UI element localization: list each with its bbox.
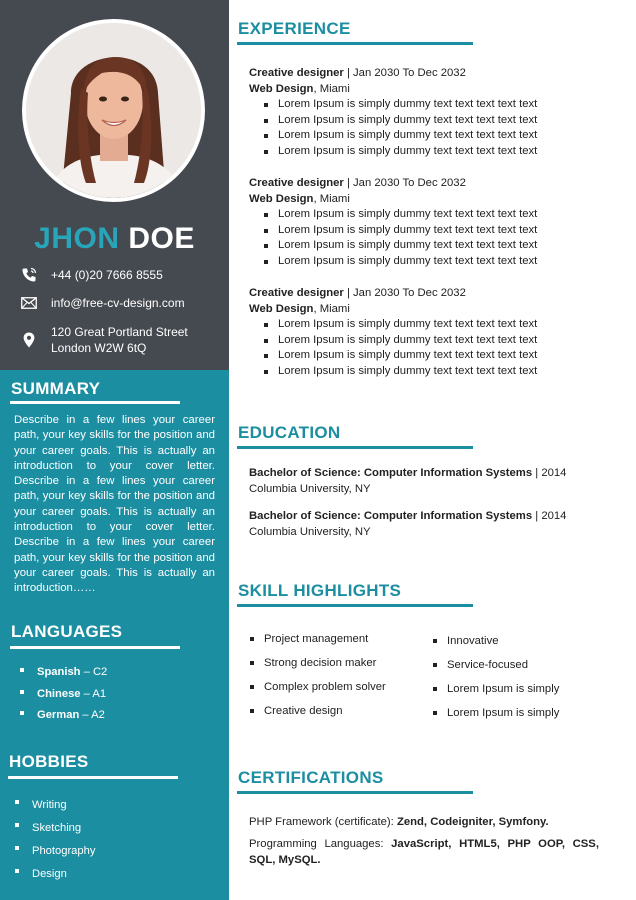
certification-value: JavaScript, HTML5, PHP OOP, CSS, SQL, MySQL. — [249, 838, 599, 866]
list-item: Lorem Ipsum is simply — [432, 701, 559, 725]
education-rule — [237, 446, 473, 449]
school: Columbia University, NY — [249, 483, 371, 495]
first-name: JHON — [34, 222, 120, 255]
list-item: Lorem Ipsum is simply dummy text text text text text — [249, 317, 537, 333]
list-item: Photography — [12, 840, 95, 863]
language-name: German — [37, 709, 80, 721]
list-item: Sketching — [12, 817, 95, 840]
phone-icon — [19, 267, 39, 283]
list-item: Project management — [249, 627, 386, 651]
hobbies-heading: HOBBIES — [9, 752, 89, 771]
skills-list-right — [432, 629, 559, 725]
certifications-rule — [237, 791, 473, 794]
skills-rule — [237, 604, 473, 607]
list-item: Writing — [12, 794, 95, 817]
list-item — [17, 684, 107, 706]
location-pin-icon — [19, 324, 39, 356]
summary-text: Describe in a few lines your career path, your key skills for the position and your career goals. This is actually an introduction to your cover letter. Describe in a few lines your career path, your key skills for the position and your career goals. This is actually an introduction to your cover letter. Describe in a few lines your career path, your key skills for the position and your career goals. This is actually an introduction…… — [14, 414, 215, 595]
certification-label: Programming Languages: — [249, 838, 392, 850]
experience-entry — [249, 286, 537, 380]
education-entry — [249, 508, 566, 540]
list-item: Lorem Ipsum is simply dummy text text text text text — [249, 207, 537, 223]
profile-photo — [26, 23, 201, 198]
contact-address — [19, 324, 188, 356]
list-item — [17, 662, 107, 684]
language-name: Chinese — [37, 687, 81, 700]
list-item: Innovative — [432, 629, 559, 653]
company-name: Web Design — [249, 82, 314, 95]
job-dates: | Jan 2030 To Dec 2032 — [343, 287, 466, 299]
contact-email — [19, 295, 185, 311]
experience-entry — [249, 176, 537, 270]
skills-heading: SKILL HIGHLIGHTS — [238, 581, 402, 600]
school: Columbia University, NY — [249, 526, 371, 538]
contact-phone — [19, 267, 163, 283]
list-item: Service-focused — [432, 653, 559, 677]
company-name: Web Design — [249, 192, 314, 205]
list-item: Lorem Ipsum is simply dummy text text text text text — [249, 113, 537, 129]
certification-item — [249, 815, 599, 831]
list-item: Lorem Ipsum is simply dummy text text text text text — [249, 348, 537, 364]
job-bullets — [249, 207, 537, 269]
language-level: – A1 — [80, 687, 107, 700]
languages-rule — [10, 646, 180, 649]
languages-heading: LANGUAGES — [11, 622, 123, 641]
certification-item — [249, 837, 599, 868]
graduation-year: | 2014 — [532, 467, 567, 479]
certification-value: Zend, Codeigniter, Symfony. — [396, 816, 549, 828]
list-item: Lorem Ipsum is simply dummy text text text text text — [249, 144, 537, 160]
hobbies-list — [12, 794, 95, 886]
list-item: Lorem Ipsum is simply dummy text text text text text — [249, 223, 537, 239]
experience-rule — [237, 42, 473, 45]
job-bullets — [249, 97, 537, 159]
languages-list — [17, 662, 107, 727]
job-title: Creative designer — [249, 287, 344, 299]
list-item: Lorem Ipsum is simply dummy text text text text text — [249, 128, 537, 144]
list-item: Lorem Ipsum is simply — [432, 677, 559, 701]
address-line-2: London W2W 6tQ — [51, 341, 147, 355]
certifications-heading: CERTIFICATIONS — [238, 768, 384, 787]
company-name: Web Design — [249, 302, 314, 315]
list-item: Strong decision maker — [249, 651, 386, 675]
list-item: Lorem Ipsum is simply dummy text text text text text — [249, 364, 537, 380]
list-item: Lorem Ipsum is simply dummy text text text text text — [249, 254, 537, 270]
list-item: Complex problem solver — [249, 675, 386, 699]
list-item: Design — [12, 863, 95, 886]
address — [51, 324, 188, 356]
envelope-icon — [19, 295, 39, 311]
job-bullets — [249, 317, 537, 379]
job-dates: | Jan 2030 To Dec 2032 — [343, 177, 466, 189]
degree: Bachelor of Science: Computer Information Systems — [249, 510, 533, 522]
job-title: Creative designer — [249, 67, 344, 79]
email-address[interactable]: info@free-cv-design.com — [51, 296, 185, 310]
skills-list-left — [249, 627, 386, 723]
list-item: Lorem Ipsum is simply dummy text text text text text — [249, 238, 537, 254]
experience-heading: EXPERIENCE — [238, 19, 351, 38]
summary-rule — [10, 401, 180, 404]
language-level: – A2 — [79, 709, 105, 721]
education-entry — [249, 465, 566, 497]
job-location: , Miami — [313, 82, 350, 95]
candidate-name — [0, 222, 229, 256]
phone-number: +44 (0)20 7666 8555 — [51, 268, 163, 282]
list-item: Creative design — [249, 699, 386, 723]
education-heading: EDUCATION — [238, 423, 341, 442]
list-item: Lorem Ipsum is simply dummy text text text text text — [249, 97, 537, 113]
graduation-year: | 2014 — [532, 510, 567, 522]
job-title: Creative designer — [249, 177, 344, 189]
degree: Bachelor of Science: Computer Information Systems — [249, 467, 533, 479]
last-name: DOE — [128, 222, 195, 255]
list-item — [17, 705, 107, 727]
summary-heading: SUMMARY — [11, 379, 101, 398]
job-dates: | Jan 2030 To Dec 2032 — [343, 67, 466, 79]
language-level: – C2 — [80, 666, 108, 678]
list-item: Lorem Ipsum is simply dummy text text text text text — [249, 333, 537, 349]
address-line-1: 120 Great Portland Street — [51, 325, 188, 339]
job-location: , Miami — [313, 302, 350, 315]
hobbies-rule — [8, 776, 178, 779]
experience-entry — [249, 66, 537, 160]
certification-label: PHP Framework (certificate): — [249, 816, 397, 828]
job-location: , Miami — [313, 192, 350, 205]
language-name: Spanish — [37, 666, 81, 678]
